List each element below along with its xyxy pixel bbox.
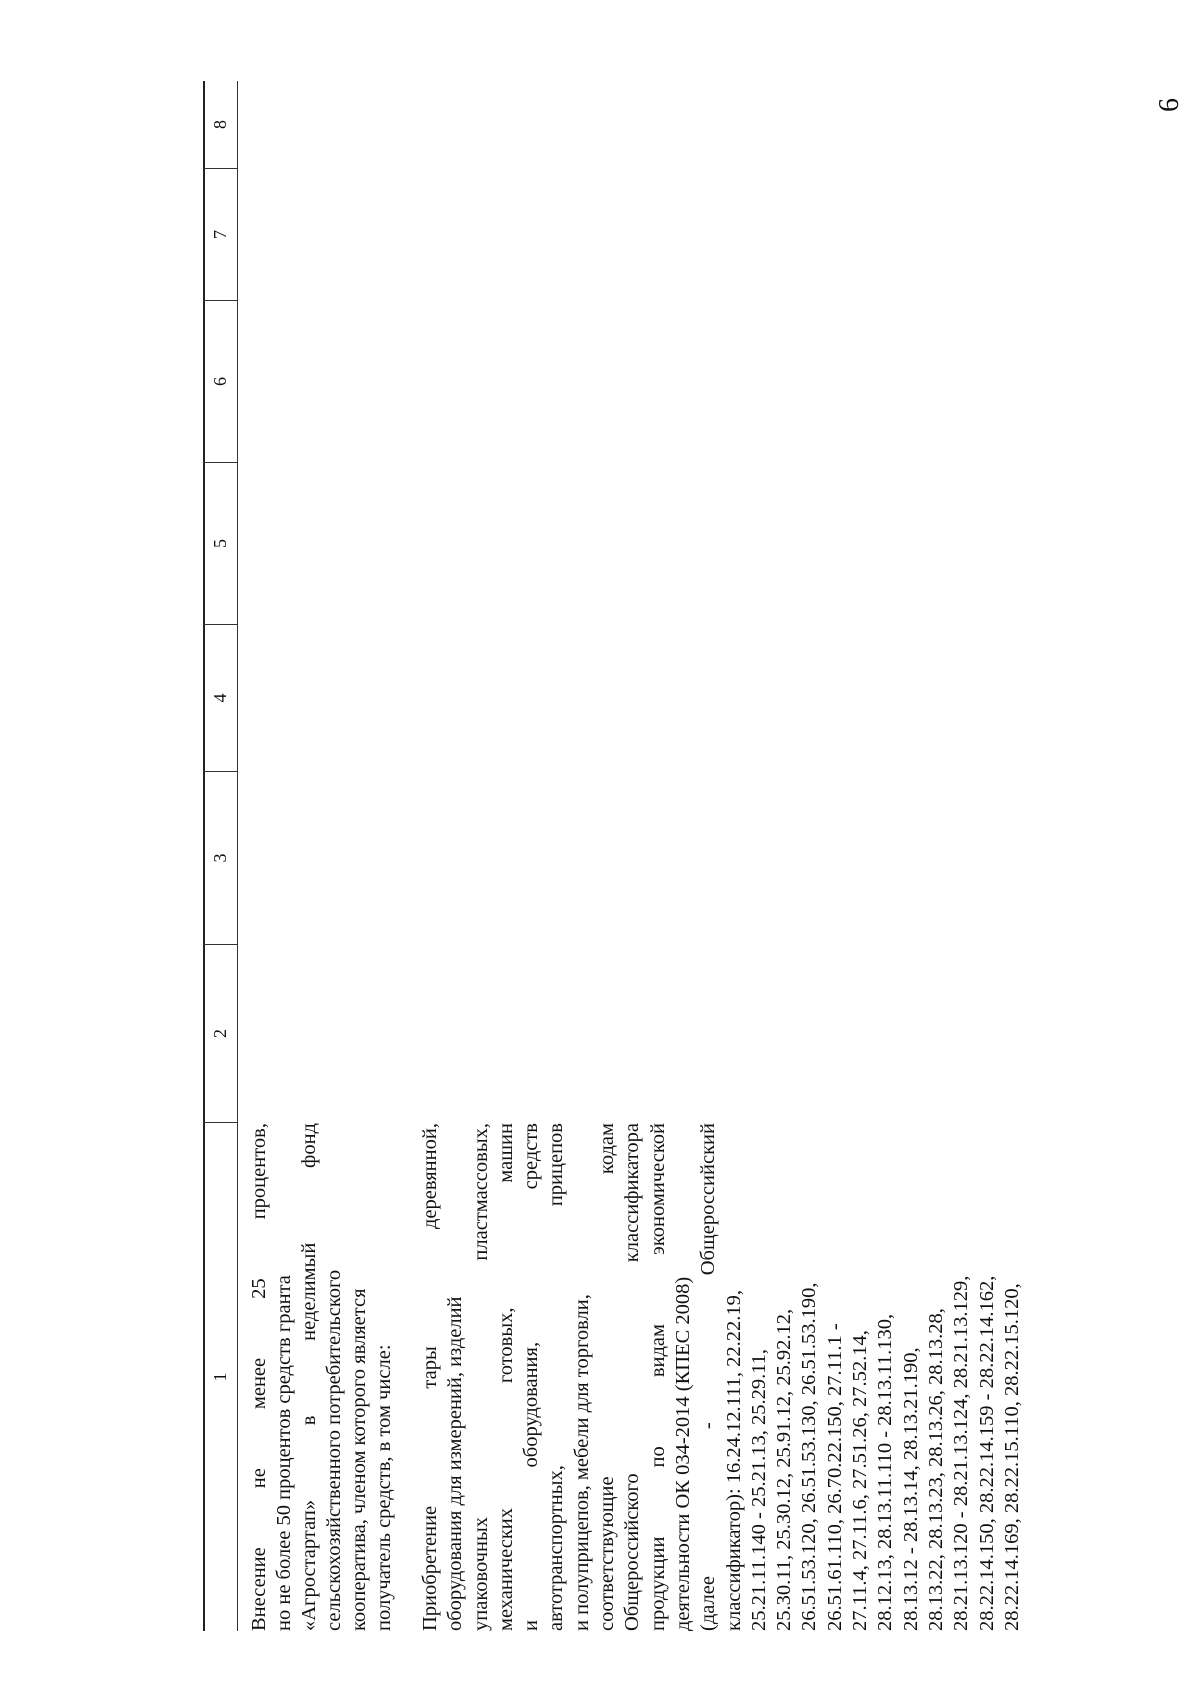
header-bottom-rule xyxy=(237,81,238,1631)
cell-text-line: механических готовых, машин xyxy=(494,1123,517,1631)
cell-text-line: (далее - Общероссийский xyxy=(697,1123,720,1631)
cell-text-line: автотранспортных, прицепов xyxy=(545,1123,568,1631)
rotated-table xyxy=(0,57,1023,1697)
cell-text-line: оборудования для измерений, изделий xyxy=(444,1296,467,1631)
column-header-3: 3 xyxy=(203,772,237,945)
column-header-1: 1 xyxy=(209,1372,230,1382)
cell-text-line: Приобретение тары деревянной, xyxy=(419,1123,441,1631)
table-header-row xyxy=(203,81,237,1631)
column-header-4: 4 xyxy=(203,625,237,772)
page-number: 6 xyxy=(1154,98,1185,112)
cell-text-line: 25.21.11.140 - 25.21.13, 25.29.11, xyxy=(747,1348,770,1631)
column-header-7: 7 xyxy=(203,169,237,301)
cell-text-line: 28.22.14.169, 28.22.15.110, 28.22.15.120, xyxy=(1000,1283,1023,1631)
cell-text-line: классификатор): 16.24.12.111, 22.22.19, xyxy=(722,1290,745,1631)
table-cell-row2-col1 xyxy=(418,1123,1025,1631)
cell-text-line: 28.22.14.150, 28.22.14.159 - 28.22.14.162, xyxy=(975,1275,998,1631)
cell-text-line: получатель средств, в том числе: xyxy=(373,1344,395,1631)
cell-text-line: Общероссийского классификатора xyxy=(621,1123,644,1631)
cell-text-line: продукции по видам экономической xyxy=(646,1123,669,1631)
cell-text-line: 26.51.61.110, 26.70.22.150, 27.11.1 - xyxy=(823,1323,846,1631)
cell-text-line: 26.51.53.120, 26.51.53.130, 26.51.53.190, xyxy=(798,1282,821,1631)
column-header-5: 5 xyxy=(203,463,237,625)
cell-text-line: и полуприцепов, мебели для торговли, xyxy=(570,1294,593,1631)
column-header-8: 8 xyxy=(203,81,237,169)
cell-text-line: 27.11.4, 27.11.6, 27.51.26, 27.52.14, xyxy=(849,1330,872,1631)
cell-text-line: кооператива, членом которого является xyxy=(348,1288,370,1631)
column-header-2: 2 xyxy=(203,945,237,1123)
cell-text-line: деятельности ОК 034-2014 (КПЕС 2008) xyxy=(671,1276,694,1631)
cell-text-line: но не более 50 процентов средств гранта xyxy=(273,1275,295,1631)
cell-text-line: 25.30.11, 25.30.12, 25.91.12, 25.92.12, xyxy=(773,1308,796,1631)
table-cell-row1-col1 xyxy=(247,1123,397,1631)
cell-text-line: 28.13.12 - 28.13.14, 28.13.21.190, xyxy=(899,1347,922,1631)
cell-text-line: Внесение не менее 25 процентов, xyxy=(248,1123,270,1631)
cell-text-line: упаковочных пластмассовых, xyxy=(469,1123,492,1631)
cell-text-line: и оборудования, средств xyxy=(520,1123,543,1631)
cell-text-line: 28.13.22, 28.13.23, 28.13.26, 28.13.28, xyxy=(924,1308,947,1631)
cell-text-line: сельскохозяйственного потребительского xyxy=(323,1269,345,1631)
cell-text-line: 28.12.13, 28.13.11.110 - 28.13.11.130, xyxy=(874,1313,897,1631)
cell-text-line: «Агростартап» в неделимый фонд xyxy=(298,1123,320,1631)
cell-text-line: соответствующие кодам xyxy=(596,1123,619,1631)
cell-text-line: 28.21.13.120 - 28.21.13.124, 28.21.13.129, xyxy=(950,1275,973,1631)
column-header-6: 6 xyxy=(203,301,237,463)
